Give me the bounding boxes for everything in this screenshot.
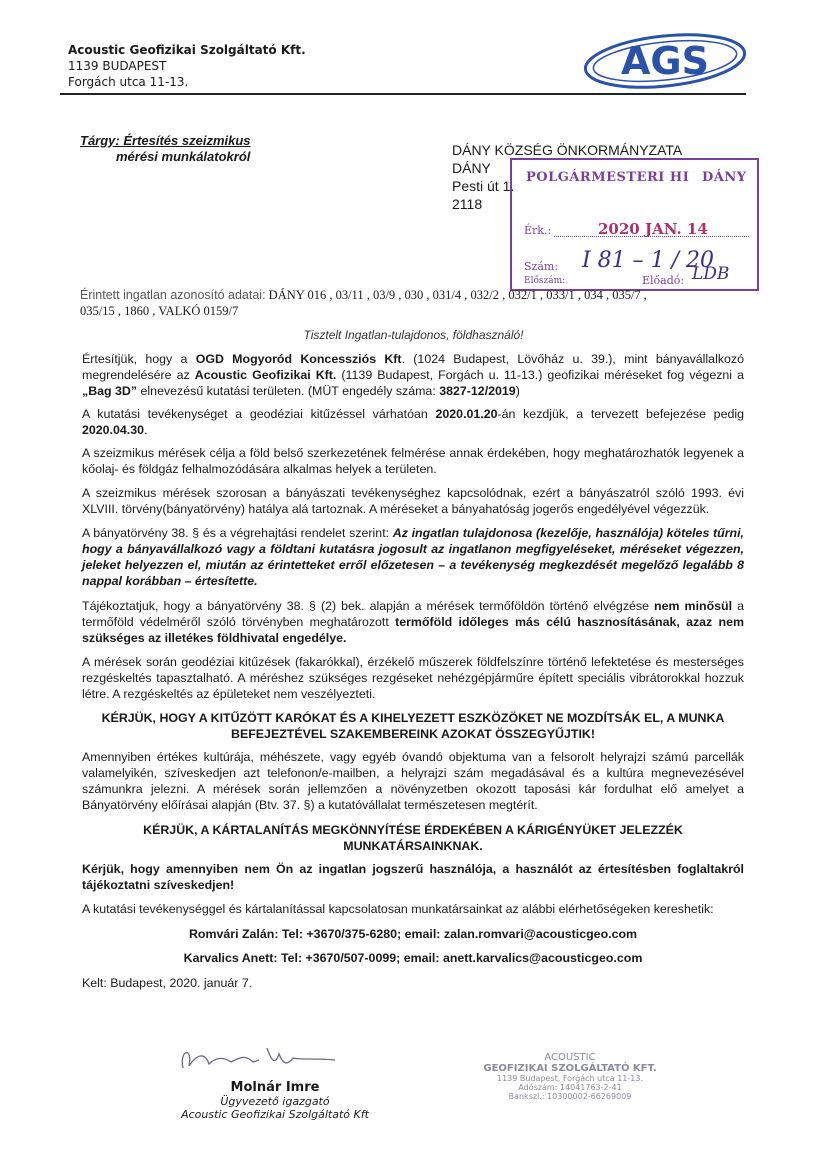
stamp-erk-label: Érk.:: [524, 224, 552, 237]
signature-block: [150, 1040, 400, 1121]
company-name: Acoustic Geofizikai Szolgáltató Kft.: [68, 43, 306, 57]
client-name: OGD Mogyoród Koncessziós Kft: [195, 352, 402, 366]
stamp-eloado-label: Előadó:: [642, 274, 685, 287]
paragraph-6: Tájékoztatjuk, hogy a bányatörvény 38. § (2) bek. alapján a mérések termőföldön történő elvégzése nem minősül a termőföld védelméről szóló törvényben meghatározott termőföld időleges más célú hasznosításának, azaz nem szükséges az illetékes földhivatal engedélye.: [82, 599, 745, 645]
recipient-line-2: DÁNY: [452, 160, 491, 176]
start-date: 2020.01.20: [435, 407, 498, 421]
paragraph-7: A mérések során geodéziai kitűzések (fakarókkal), érzékelő műszerek földfelszínre történő lefektetése és mesterséges rezgéskeltés tapasztalható. A méréshez szükséges rezgéseket nehézgépjárműre épített speciális vibrátorokkal hozzuk létre. A rezgéskeltés az épületeket nem veszélyezteti.: [82, 655, 744, 701]
logo-text: AGS: [621, 39, 709, 83]
recipient-line-3: Pesti út 1.: [452, 178, 515, 194]
date-line: Kelt: Budapest, 2020. január 7.: [82, 976, 253, 990]
subject: [80, 133, 251, 165]
stamp-number: I 81 – 1 / 20: [582, 248, 715, 273]
paragraph-10: A kutatási tevékenységgel és kártalanítással kapcsolatosan munkatársainkat az alábbi elérhetőségeken kereshetik:: [82, 902, 714, 916]
contact-romvari: Romvári Zalán: Tel: +3670/375-6280; email: zalan.romvari@acousticgeo.com: [188, 927, 638, 941]
paragraph-9: Kérjük, hogy amennyiben nem Ön az ingatlan jogszerű használója, a használót az értesítésben foglaltakról tájékoztatni szíveskedjen!: [82, 862, 744, 892]
affected-line-2: 035/15 , 1860 , VALKÓ 0159/7: [80, 304, 239, 318]
subject-line-1: Tárgy: Értesítés szeizmikus: [80, 133, 251, 148]
greeting: Tisztelt Ingatlan-tulajdonos, földhasználó!: [303, 328, 524, 342]
recipient-line-4: 2118: [452, 196, 483, 212]
received-stamp: [510, 158, 759, 291]
paragraph-2: A kutatási tevékenységet a geodéziai kitűzéssel várhatóan 2020.01.20-án kezdjük, a tervezett befejezése pedig 2020.04.30.: [82, 407, 744, 437]
law-quote: Az ingatlan tulajdonosa (kezelője, használója) köteles tűrni, hogy a bányavállalkozó vagy a földtani kutatásra jogosult az ingatlanon megfigyeléseket, méréseket végezzen, jeleket helyezzen el, miután az érintetteket erről előzetesen – a tevékenység megkezdését megelőző legalább 8 nappal korábban – értesítette.: [82, 526, 745, 588]
affected-properties: [80, 287, 770, 319]
signer-title: Ügyvezető igazgató: [220, 1095, 330, 1108]
notice-compensation: KÉRJÜK, A KÁRTALANÍTÁS MEGKÖNNYÍTÉSE ÉRDEKÉBEN A KÁRIGÉNYÜKET JELEZZÉK MUNKATÁRSAINKNAK.: [143, 823, 683, 853]
company-street: Forgách utca 11-13.: [68, 75, 189, 89]
permit-number: 3827-12/2019: [439, 384, 516, 398]
end-date: 2020.04.30: [82, 423, 145, 437]
stamp-szam-label: Szám:: [524, 260, 559, 273]
contractor-name: Acoustic Geofizikai Kft.: [194, 368, 337, 382]
stamp-eloszam-label: Előszám:: [524, 276, 566, 286]
affected-line-1: DÁNY 016 , 03/11 , 03/9 , 030 , 031/4 , 032/2 , 032/1 , 033/1 , 034 , 035/7 ,: [268, 288, 647, 302]
subject-line-2: mérési munkálatokról: [116, 149, 251, 164]
signer-company: Acoustic Geofizikai Szolgáltató Kft: [181, 1108, 369, 1121]
paragraph-8: Amennyiben értékes kultúrája, méhészete, vagy egyéb óvandó objektuma van a felsorolt helyrajzi számú parcellák valamelyikén, szíveskedjen azt telefonon/e-mailben, a helyrajzi szám megadásával és a kultúra megnevezésével számunkra jelezni. A mérések során jellemzően a növényzetben okozott taposási kár fordulhat elő amelyet a Bányatörvény előírásai alapján (Btv. 37. §) a kutatóvállalat természetesen megtérít.: [82, 750, 744, 812]
affected-label: Érintett ingatlan azonosító adatai:: [80, 288, 266, 302]
project-name: „Bag 3D”: [82, 384, 138, 398]
paragraph-4: A szeizmikus mérések szorosan a bányászati tevékenységhez kapcsolódnak, ezért a bányászatról szóló 1993. évi XLVIII. törvény(bányatörvény) hatálya alá tartoznak. A méréseket a bányahatóság jogerős engedélyével végezzük.: [82, 486, 744, 516]
company-seal: ACOUSTIC GEOFIZIKAI SZOLGÁLTATÓ KFT. 1139 Budapest, Forgách utca 11-13. Adószám: 14041763-2-41 Bankszl.: 10300002-66269009: [483, 1052, 657, 1101]
paragraph-3: A szeizmikus mérések célja a föld belső szerkezetének felmérése annak érdekében, hogy meghatározhatók legyenek a kőolaj- és földgáz felhalmozódására alkalmas helyek a területen.: [82, 446, 744, 476]
stamp-title-right: DÁNY: [702, 170, 747, 185]
stamp-date: 2020 JAN. 14: [598, 220, 708, 238]
paragraph-1: Értesítjük, hogy a OGD Mogyoród Koncessziós Kft. (1024 Budapest, Lövőház u. 39.), mint bányavállalkozó megrendelésére az Acoustic Geofizikai Kft. (1139 Budapest, Forgách u. 11-13.) geofizikai méréseket fog végezni a „Bag 3D” elnevezésű kutatási területen. (MÜT engedély száma: 3827-12/2019): [82, 352, 744, 398]
ags-logo: [580, 30, 750, 92]
header-divider: [60, 93, 746, 95]
recipient-line-1: DÁNY KÖZSÉG ÖNKORMÁNYZATA: [452, 142, 683, 158]
notice-stakes: KÉRJÜK, HOGY A KITŰZÖTT KARÓKAT ÉS A KIHELYEZETT ESZKÖZÖKET NE MOZDÍTSÁK EL, A MUNKA BEFEJEZTÉVEL SZAKEMBEREINK AZOKAT ÖSSZEGYŰJTIK!: [101, 711, 725, 741]
stamp-eloado-value: LDB: [692, 264, 730, 284]
company-city: 1139 BUDAPEST: [68, 59, 167, 73]
stamp-title: POLGÁRMESTERI HI: [526, 170, 690, 185]
letterhead: [68, 42, 306, 90]
contact-karvalics: Karvalics Anett: Tel: +3670/507-0099; email: anett.karvalics@acousticgeo.com: [183, 951, 643, 965]
signer-name: Molnár Imre: [230, 1080, 320, 1095]
paragraph-5: A bányatörvény 38. § és a végrehajtási rendelet szerint: Az ingatlan tulajdonosa (kezelője, használója) köteles tűrni, hogy a bányavállalkozó vagy a földtani kutatásra jogosult az ingatlanon megfigyeléseket, méréseket végezzen, jeleket helyezzen el, miután az érintetteket erről előzetesen – a tevékenység megkezdését megelőző legalább 8 nappal korábban – értesítette.: [82, 526, 745, 588]
